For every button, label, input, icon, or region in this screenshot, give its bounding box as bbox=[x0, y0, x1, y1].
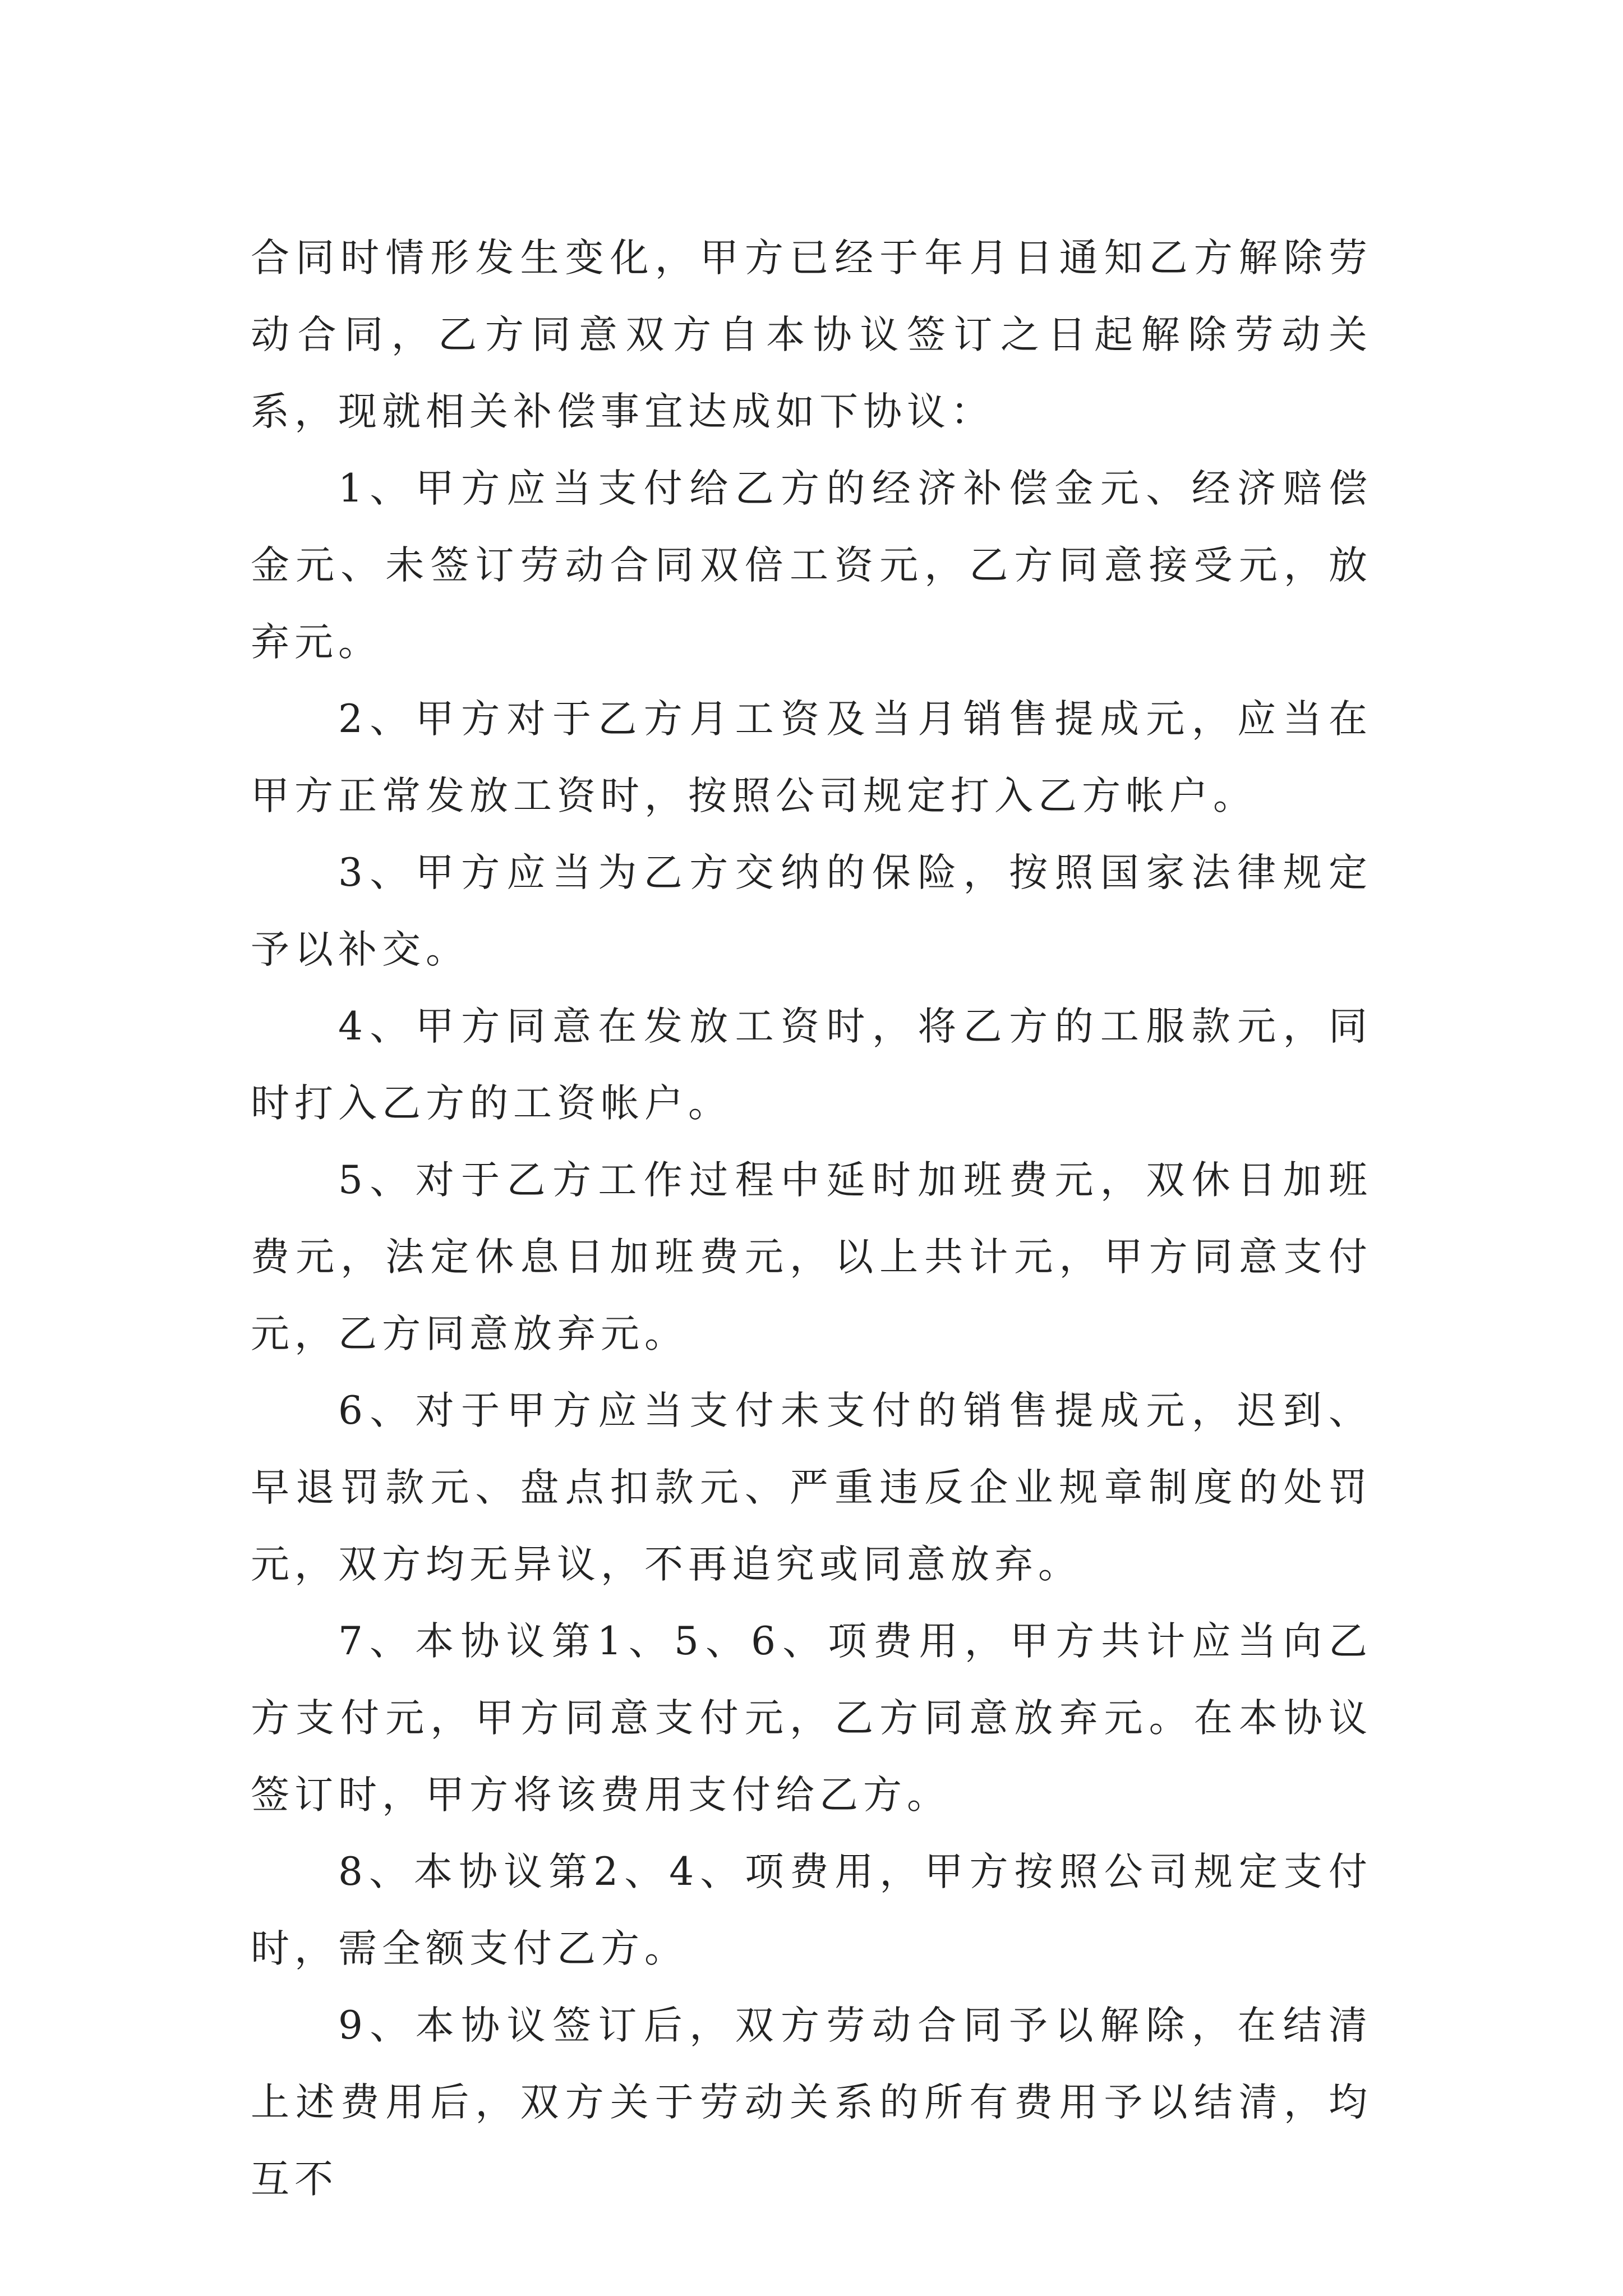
paragraph-intro: 合同时情形发生变化，甲方已经于年月日通知乙方解除劳动合同，乙方同意双方自本协议签订之日起解除劳动关系，现就相关补偿事宜达成如下协议： bbox=[251, 236, 1372, 434]
clause-2: 2、甲方对于乙方月工资及当月销售提成元，应当在甲方正常发放工资时，按照公司规定打入乙方帐户。 bbox=[251, 697, 1372, 818]
clause-4: 4、甲方同意在发放工资时，将乙方的工服款元，同时打入乙方的工资帐户。 bbox=[251, 1004, 1372, 1126]
clause-3: 3、甲方应当为乙方交纳的保险，按照国家法律规定予以补交。 bbox=[251, 850, 1372, 972]
clause-5: 5、对于乙方工作过程中延时加班费元，双休日加班费元，法定休息日加班费元，以上共计元，甲方同意支付元，乙方同意放弃元。 bbox=[251, 1158, 1372, 1356]
clause-6: 6、对于甲方应当支付未支付的销售提成元，迟到、早退罚款元、盘点扣款元、严重违反企业规章制度的处罚元，双方均无异议，不再追究或同意放弃。 bbox=[251, 1388, 1372, 1587]
clause-1: 1、甲方应当支付给乙方的经济补偿金元、经济赔偿金元、未签订劳动合同双倍工资元，乙方同意接受元，放弃元。 bbox=[251, 466, 1372, 665]
agreement-body bbox=[251, 220, 1372, 2218]
clause-9: 9、本协议签订后，双方劳动合同予以解除，在结清上述费用后，双方关于劳动关系的所有费用予以结清，均互不 bbox=[251, 2003, 1372, 2202]
clause-7: 7、本协议第1、5、6、项费用，甲方共计应当向乙方支付元，甲方同意支付元，乙方同意放弃元。在本协议签订时，甲方将该费用支付给乙方。 bbox=[251, 1619, 1372, 1818]
clause-8: 8、本协议第2、4、项费用，甲方按照公司规定支付时，需全额支付乙方。 bbox=[251, 1849, 1372, 1971]
